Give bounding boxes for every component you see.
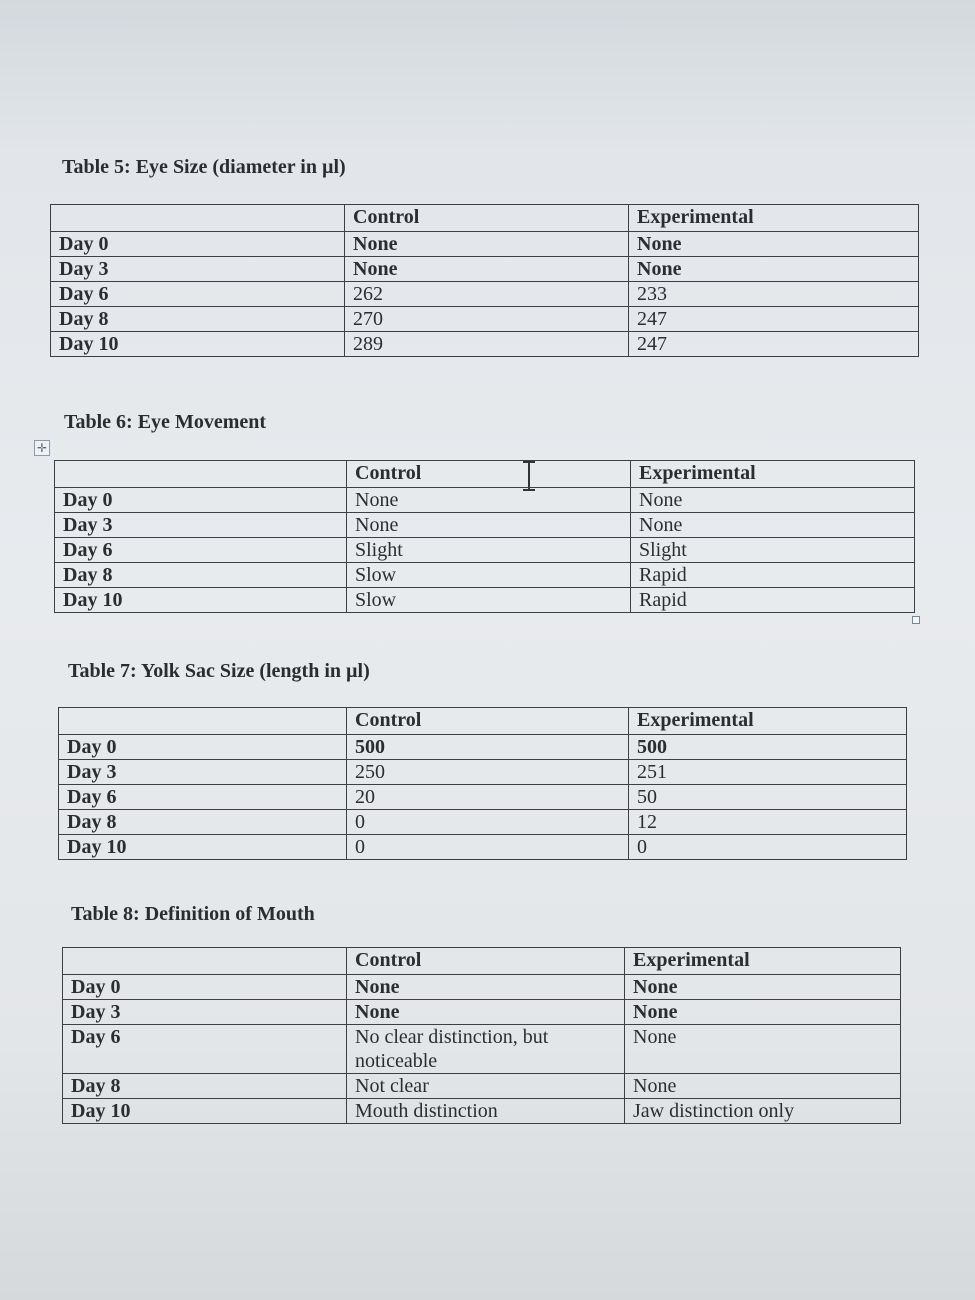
experimental-cell[interactable]: 251 bbox=[629, 760, 907, 785]
table-row bbox=[59, 785, 907, 810]
table-row bbox=[59, 810, 907, 835]
table-6-caption: Table 6: Eye Movement bbox=[64, 411, 267, 433]
table-row bbox=[55, 513, 915, 538]
table-row bbox=[59, 835, 907, 860]
table-7[interactable] bbox=[58, 707, 907, 860]
row-label-cell[interactable]: Day 10 bbox=[59, 835, 347, 860]
header-cell-control[interactable]: Control bbox=[347, 461, 631, 488]
row-label-cell[interactable]: Day 8 bbox=[55, 563, 347, 588]
control-cell[interactable]: Slow bbox=[347, 588, 631, 613]
control-cell[interactable]: None bbox=[347, 975, 625, 1000]
row-label-cell[interactable]: Day 8 bbox=[51, 307, 345, 332]
header-cell-empty[interactable] bbox=[63, 948, 347, 975]
experimental-cell[interactable]: 233 bbox=[629, 282, 919, 307]
control-cell[interactable]: 262 bbox=[345, 282, 629, 307]
table-row bbox=[51, 282, 919, 307]
header-cell-control[interactable]: Control bbox=[347, 948, 625, 975]
header-cell-empty[interactable] bbox=[59, 708, 347, 735]
row-label-cell[interactable]: Day 3 bbox=[51, 257, 345, 282]
experimental-cell[interactable]: None bbox=[625, 1000, 901, 1025]
experimental-cell[interactable]: 500 bbox=[629, 735, 907, 760]
header-cell-experimental[interactable]: Experimental bbox=[625, 948, 901, 975]
row-label-cell[interactable]: Day 0 bbox=[59, 735, 347, 760]
table-row bbox=[51, 257, 919, 282]
experimental-cell[interactable]: 247 bbox=[629, 332, 919, 357]
table-header-row bbox=[63, 948, 901, 975]
control-cell[interactable]: 270 bbox=[345, 307, 629, 332]
experimental-cell[interactable]: Jaw distinction only bbox=[625, 1099, 901, 1124]
control-cell[interactable]: None bbox=[345, 257, 629, 282]
header-cell-control[interactable]: Control bbox=[347, 708, 629, 735]
resize-handle-icon[interactable] bbox=[912, 616, 920, 624]
table-7-caption: Table 7: Yolk Sac Size (length in µl) bbox=[68, 660, 370, 682]
table-6[interactable] bbox=[54, 460, 915, 613]
table-5-caption: Table 5: Eye Size (diameter in µl) bbox=[62, 156, 346, 178]
row-label-cell[interactable]: Day 6 bbox=[63, 1025, 347, 1074]
row-label-cell[interactable]: Day 0 bbox=[55, 488, 347, 513]
row-label-cell[interactable]: Day 0 bbox=[51, 232, 345, 257]
table-row bbox=[51, 332, 919, 357]
header-cell-control[interactable]: Control bbox=[345, 205, 629, 232]
row-label-cell[interactable]: Day 3 bbox=[63, 1000, 347, 1025]
experimental-cell[interactable]: None bbox=[629, 257, 919, 282]
experimental-cell[interactable]: Rapid bbox=[631, 563, 915, 588]
table-row bbox=[63, 1025, 901, 1074]
table-row bbox=[55, 563, 915, 588]
row-label-cell[interactable]: Day 6 bbox=[55, 538, 347, 563]
experimental-cell[interactable]: Slight bbox=[631, 538, 915, 563]
experimental-cell[interactable]: None bbox=[631, 488, 915, 513]
control-cell[interactable]: None bbox=[347, 1000, 625, 1025]
table-row bbox=[51, 232, 919, 257]
row-label-cell[interactable]: Day 10 bbox=[55, 588, 347, 613]
table-row bbox=[55, 588, 915, 613]
row-label-cell[interactable]: Day 6 bbox=[51, 282, 345, 307]
table-row bbox=[59, 760, 907, 785]
control-cell[interactable]: 250 bbox=[347, 760, 629, 785]
header-cell-experimental[interactable]: Experimental bbox=[629, 708, 907, 735]
control-cell[interactable]: 0 bbox=[347, 810, 629, 835]
row-label-cell[interactable]: Day 8 bbox=[59, 810, 347, 835]
experimental-cell[interactable]: 247 bbox=[629, 307, 919, 332]
table-5[interactable] bbox=[50, 204, 919, 357]
row-label-cell[interactable]: Day 6 bbox=[59, 785, 347, 810]
control-cell[interactable]: No clear distinction, but noticeable bbox=[347, 1025, 625, 1074]
row-label-cell[interactable]: Day 0 bbox=[63, 975, 347, 1000]
control-cell[interactable]: 289 bbox=[345, 332, 629, 357]
experimental-cell[interactable]: 50 bbox=[629, 785, 907, 810]
row-label-cell[interactable]: Day 8 bbox=[63, 1074, 347, 1099]
experimental-cell[interactable]: 12 bbox=[629, 810, 907, 835]
control-cell[interactable]: None bbox=[347, 488, 631, 513]
row-label-cell[interactable]: Day 3 bbox=[59, 760, 347, 785]
control-cell[interactable]: Not clear bbox=[347, 1074, 625, 1099]
control-cell[interactable]: None bbox=[347, 513, 631, 538]
table-header-row bbox=[59, 708, 907, 735]
table-row bbox=[63, 1099, 901, 1124]
experimental-cell[interactable]: Rapid bbox=[631, 588, 915, 613]
table-row bbox=[55, 538, 915, 563]
header-cell-experimental[interactable]: Experimental bbox=[631, 461, 915, 488]
control-cell[interactable]: 20 bbox=[347, 785, 629, 810]
table-header-row bbox=[55, 461, 915, 488]
table-row bbox=[63, 1074, 901, 1099]
table-row bbox=[55, 488, 915, 513]
control-cell[interactable]: 500 bbox=[347, 735, 629, 760]
table-row bbox=[59, 735, 907, 760]
header-cell-empty[interactable] bbox=[51, 205, 345, 232]
experimental-cell[interactable]: None bbox=[631, 513, 915, 538]
table-8[interactable] bbox=[62, 947, 901, 1124]
table-header-row bbox=[51, 205, 919, 232]
control-cell[interactable]: Mouth distinction bbox=[347, 1099, 625, 1124]
control-cell[interactable]: 0 bbox=[347, 835, 629, 860]
table-row bbox=[51, 307, 919, 332]
experimental-cell[interactable]: None bbox=[625, 975, 901, 1000]
experimental-cell[interactable]: 0 bbox=[629, 835, 907, 860]
control-cell[interactable]: Slight bbox=[347, 538, 631, 563]
row-label-cell[interactable]: Day 3 bbox=[55, 513, 347, 538]
move-cross-icon[interactable]: ✛ bbox=[34, 440, 50, 456]
experimental-cell[interactable]: None bbox=[629, 232, 919, 257]
table-row bbox=[63, 1000, 901, 1025]
control-cell[interactable]: None bbox=[345, 232, 629, 257]
header-cell-empty[interactable] bbox=[55, 461, 347, 488]
experimental-cell[interactable]: None bbox=[625, 1025, 901, 1074]
header-cell-experimental[interactable]: Experimental bbox=[629, 205, 919, 232]
table-row bbox=[63, 975, 901, 1000]
table-8-caption: Table 8: Definition of Mouth bbox=[71, 903, 315, 925]
row-label-cell[interactable]: Day 10 bbox=[51, 332, 345, 357]
control-cell[interactable]: Slow bbox=[347, 563, 631, 588]
experimental-cell[interactable]: None bbox=[625, 1074, 901, 1099]
row-label-cell[interactable]: Day 10 bbox=[63, 1099, 347, 1124]
